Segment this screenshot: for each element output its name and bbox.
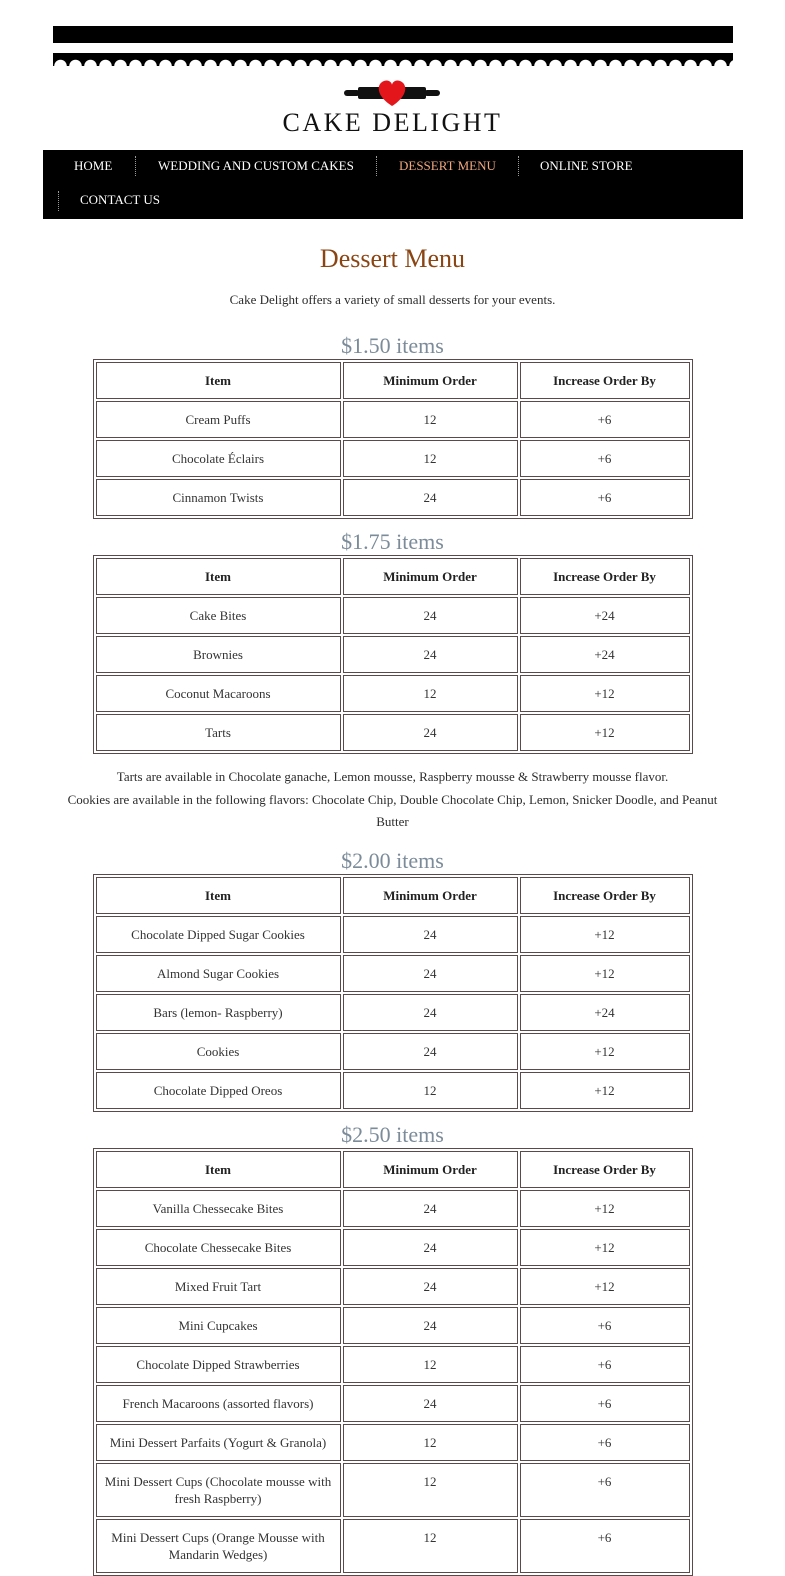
minimum-order-cell: 12 [343, 1424, 518, 1461]
item-cell: Chocolate Dipped Oreos [96, 1072, 341, 1109]
minimum-order-cell: 24 [343, 994, 518, 1031]
minimum-order-cell: 12 [343, 401, 518, 438]
table-row [96, 1424, 690, 1461]
price-table-2-00 [93, 874, 693, 1112]
table-header-row [96, 362, 690, 399]
increase-order-cell: +12 [520, 1268, 690, 1305]
minimum-order-cell: 24 [343, 1268, 518, 1305]
page-title: Dessert Menu [319, 244, 466, 273]
nav-item-contact-us[interactable]: CONTACT US [80, 192, 160, 207]
table-row [96, 916, 690, 953]
column-header-item: Item [96, 877, 341, 914]
minimum-order-cell: 12 [343, 675, 518, 712]
minimum-order-cell: 12 [343, 1346, 518, 1383]
increase-order-cell: +6 [520, 479, 690, 516]
minimum-order-cell: 24 [343, 1229, 518, 1266]
item-cell: Chocolate Chessecake Bites [96, 1229, 341, 1266]
price-table-1-50 [93, 359, 693, 519]
table-row [96, 1033, 690, 1070]
item-cell: Tarts [96, 714, 341, 751]
cookies-flavor-note: Cookies are available in the following flavors: Chocolate Chip, Double Chocolate Chip, Lemon, Snicker Doodle, and Peanut Butter [67, 791, 718, 829]
increase-order-cell: +6 [520, 1346, 690, 1383]
increase-order-cell: +12 [520, 714, 690, 751]
table-header-row [96, 558, 690, 595]
table-row [96, 1385, 690, 1422]
table-row [96, 440, 690, 477]
item-cell: Bars (lemon- Raspberry) [96, 994, 341, 1031]
item-cell: Brownies [96, 636, 341, 673]
increase-order-cell: +12 [520, 1033, 690, 1070]
tarts-flavor-note: Tarts are available in Chocolate ganache, Lemon mousse, Raspberry mousse & Strawberry mousse flavor. [116, 769, 669, 784]
nav-separator [58, 191, 59, 211]
item-cell: Mini Cupcakes [96, 1307, 341, 1344]
item-cell: Mini Dessert Cups (Orange Mousse with Mandarin Wedges) [96, 1519, 341, 1573]
increase-order-cell: +12 [520, 1190, 690, 1227]
item-cell: Cake Bites [96, 597, 341, 634]
column-header-minimum-order: Minimum Order [343, 877, 518, 914]
minimum-order-cell: 12 [343, 1463, 518, 1517]
minimum-order-cell: 24 [343, 1033, 518, 1070]
increase-order-cell: +24 [520, 597, 690, 634]
minimum-order-cell: 24 [343, 714, 518, 751]
increase-order-cell: +12 [520, 955, 690, 992]
column-header-minimum-order: Minimum Order [343, 1151, 518, 1188]
minimum-order-cell: 24 [343, 1190, 518, 1227]
minimum-order-cell: 24 [343, 1307, 518, 1344]
minimum-order-cell: 24 [343, 1385, 518, 1422]
increase-order-cell: +6 [520, 401, 690, 438]
minimum-order-cell: 24 [343, 916, 518, 953]
item-cell: French Macaroons (assorted flavors) [96, 1385, 341, 1422]
table-row [96, 994, 690, 1031]
nav-separator [376, 156, 377, 176]
main-content [0, 219, 785, 1576]
table-row [96, 1307, 690, 1344]
item-cell: Almond Sugar Cookies [96, 955, 341, 992]
table-row [96, 675, 690, 712]
flavor-notes [0, 766, 785, 834]
nav-item-online-store[interactable]: ONLINE STORE [540, 158, 633, 173]
item-cell: Chocolate Éclairs [96, 440, 341, 477]
nav-item-home[interactable]: HOME [74, 158, 113, 173]
increase-order-cell: +6 [520, 440, 690, 477]
table-row [96, 1190, 690, 1227]
table-row [96, 1519, 690, 1573]
section-title: $2.00 items [341, 847, 444, 873]
increase-order-cell: +12 [520, 1229, 690, 1266]
item-cell: Cream Puffs [96, 401, 341, 438]
increase-order-cell: +12 [520, 1072, 690, 1109]
column-header-item: Item [96, 558, 341, 595]
table-row [96, 1463, 690, 1517]
increase-order-cell: +6 [520, 1385, 690, 1422]
site-header [0, 0, 785, 207]
increase-order-cell: +12 [520, 675, 690, 712]
column-header-increase-order-by: Increase Order By [520, 362, 690, 399]
column-header-minimum-order: Minimum Order [343, 362, 518, 399]
table-row [96, 1072, 690, 1109]
column-header-increase-order-by: Increase Order By [520, 558, 690, 595]
table-row [96, 479, 690, 516]
nav-separator [518, 156, 519, 176]
table-row [96, 597, 690, 634]
column-header-item: Item [96, 1151, 341, 1188]
section-title: $2.50 items [341, 1121, 444, 1147]
item-cell: Chocolate Dipped Strawberries [96, 1346, 341, 1383]
nav-item-dessert-menu[interactable]: DESSERT MENU [399, 158, 496, 173]
nav-item-wedding-and-custom-cakes[interactable]: WEDDING AND CUSTOM CAKES [158, 158, 354, 173]
item-cell: Cinnamon Twists [96, 479, 341, 516]
minimum-order-cell: 24 [343, 597, 518, 634]
table-row [96, 636, 690, 673]
table-row [96, 1346, 690, 1383]
item-cell: Cookies [96, 1033, 341, 1070]
brand-name: CAKE DELIGHT [282, 108, 503, 137]
minimum-order-cell: 24 [343, 479, 518, 516]
increase-order-cell: +6 [520, 1307, 690, 1344]
minimum-order-cell: 12 [343, 1519, 518, 1573]
table-header-row [96, 877, 690, 914]
table-row [96, 714, 690, 751]
increase-order-cell: +24 [520, 636, 690, 673]
table-row [96, 1268, 690, 1305]
minimum-order-cell: 12 [343, 1072, 518, 1109]
table-row [96, 955, 690, 992]
minimum-order-cell: 12 [343, 440, 518, 477]
intro-text: Cake Delight offers a variety of small desserts for your events. [229, 292, 556, 307]
item-cell: Coconut Macaroons [96, 675, 341, 712]
item-cell: Vanilla Chessecake Bites [96, 1190, 341, 1227]
table-header-row [96, 1151, 690, 1188]
table-row [96, 401, 690, 438]
section-title: $1.75 items [341, 529, 444, 554]
minimum-order-cell: 24 [343, 955, 518, 992]
main-nav [43, 150, 743, 219]
increase-order-cell: +12 [520, 916, 690, 953]
price-table-1-75 [93, 555, 693, 754]
price-table-2-50 [93, 1148, 693, 1576]
table-row [96, 1229, 690, 1266]
column-header-item: Item [96, 362, 341, 399]
column-header-increase-order-by: Increase Order By [520, 877, 690, 914]
increase-order-cell: +24 [520, 994, 690, 1031]
increase-order-cell: +6 [520, 1519, 690, 1573]
header-stripe [53, 26, 733, 43]
column-header-minimum-order: Minimum Order [343, 558, 518, 595]
item-cell: Chocolate Dipped Sugar Cookies [96, 916, 341, 953]
header-scallop-border [53, 53, 733, 66]
minimum-order-cell: 24 [343, 636, 518, 673]
item-cell: Mini Dessert Cups (Chocolate mousse with fresh Raspberry) [96, 1463, 341, 1517]
nav-separator [135, 156, 136, 176]
increase-order-cell: +6 [520, 1463, 690, 1517]
section-title: $1.50 items [341, 333, 444, 358]
site-logo[interactable] [0, 74, 785, 140]
increase-order-cell: +6 [520, 1424, 690, 1461]
heart-rolling-pin-icon [340, 76, 444, 108]
column-header-increase-order-by: Increase Order By [520, 1151, 690, 1188]
item-cell: Mini Dessert Parfaits (Yogurt & Granola) [96, 1424, 341, 1461]
item-cell: Mixed Fruit Tart [96, 1268, 341, 1305]
